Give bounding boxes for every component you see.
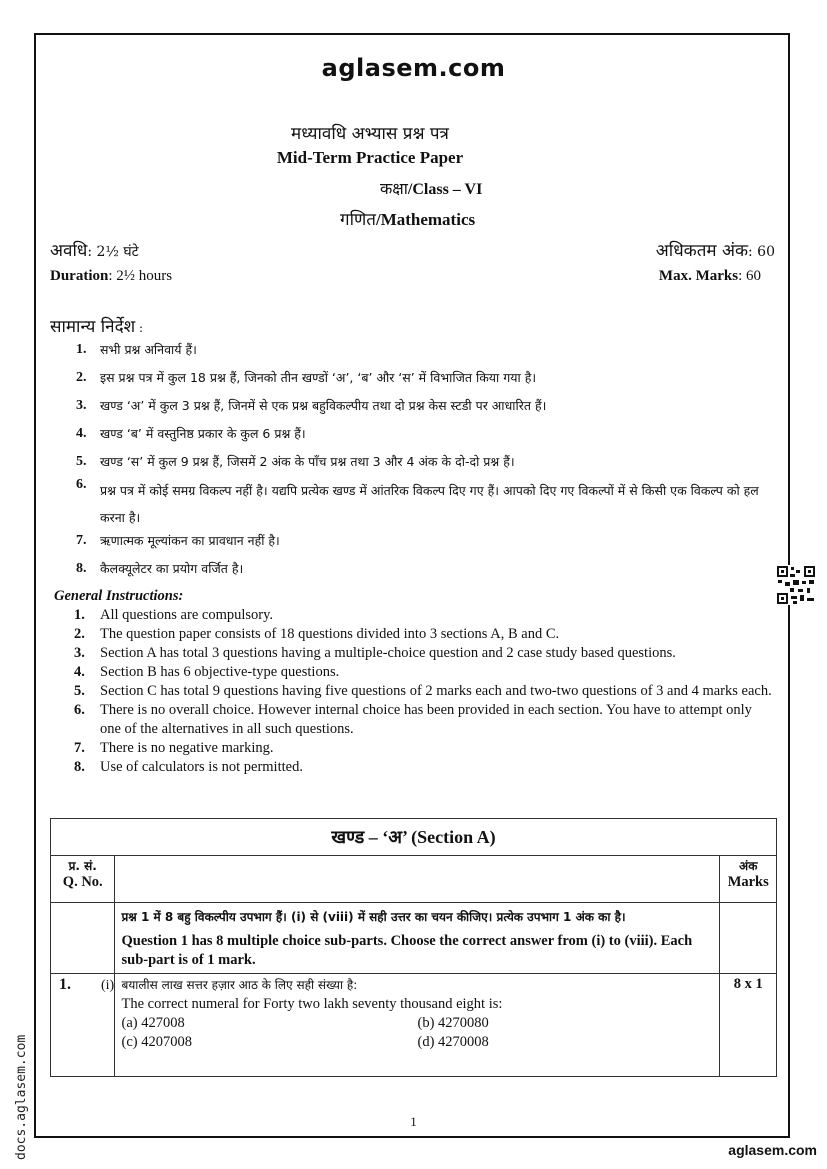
item-text: All questions are compulsory.: [100, 607, 274, 623]
max-marks-english: [659, 268, 761, 285]
column-header-qno: [51, 856, 115, 903]
question-marks: 8 x 1: [720, 974, 777, 1077]
english-instructions-list: [74, 606, 774, 777]
question-options: [121, 1014, 713, 1052]
item-number: 7.: [74, 740, 85, 756]
list-item: [74, 625, 774, 644]
page-number: 1: [410, 1114, 417, 1129]
marks-english: Marks: [727, 874, 769, 890]
item-number: 5.: [76, 454, 87, 469]
english-title: Mid-Term Practice Paper: [276, 148, 464, 167]
question-text-hindi: बयालीस लाख सत्तर हज़ार आठ के लिए सही संख्या है:: [121, 978, 358, 992]
site-logo[interactable]: aglasem.com: [321, 54, 506, 82]
section-instruction-english: Question 1 has 8 multiple choice sub-parts. Choose the correct answer from (i) to (viii). Each sub-part is of 1 mark.: [121, 933, 693, 968]
duration-english-label: Duration: [50, 268, 109, 284]
class-english: /Class – VI: [407, 181, 483, 198]
question-subpart: (i): [101, 978, 115, 993]
list-item: [74, 606, 774, 625]
list-item: [76, 342, 776, 370]
footer-brand-link[interactable]: aglasem.com: [728, 1142, 817, 1158]
side-url-watermark[interactable]: docs.aglasem.com: [14, 1034, 29, 1160]
subject-hindi: गणित: [340, 210, 376, 230]
item-text: There is no overall choice. However internal choice has been provided in each section. You have to attempt only one of the alternatives in all such questions.: [100, 702, 752, 737]
item-number: 6.: [74, 702, 85, 718]
item-number: 3.: [76, 398, 87, 413]
list-item: [76, 370, 776, 398]
item-text: प्रश्न पत्र में कोई समग्र विकल्प नहीं है। यद्यपि प्रत्येक खण्ड में आंतरिक विकल्प दिए गए हैं। आपको दिए गए विकल्पों में से किसी एक विकल्प को हल करना है।: [100, 483, 759, 525]
qno-english: Q. No.: [62, 874, 103, 890]
column-header-marks: [720, 856, 777, 903]
list-item: [76, 533, 776, 561]
max-marks-hindi-label: अधिकतम अंक: [655, 241, 749, 261]
option-c: (c) 4207008: [121, 1034, 192, 1050]
duration-english: [50, 268, 172, 285]
class-line: [380, 177, 482, 199]
item-number: 4.: [74, 664, 85, 680]
item-text: कैलक्यूलेटर का प्रयोग वर्जित है।: [100, 561, 244, 576]
section-a-table: [50, 818, 777, 1077]
item-number: 4.: [76, 426, 87, 441]
max-marks-hindi: [656, 238, 775, 261]
item-text: Use of calculators is not permitted.: [100, 759, 303, 775]
class-hindi: कक्षा: [380, 179, 408, 198]
list-item: [74, 663, 774, 682]
question-body: [115, 974, 720, 1077]
item-text: There is no negative marking.: [100, 740, 274, 756]
item-number: 8.: [74, 759, 85, 775]
duration-english-value: : 2½ hours: [108, 268, 173, 284]
subject-english: /Mathematics: [375, 210, 476, 229]
item-text: Section C has total 9 questions having five questions of 2 marks each and two-two questions of 3 and 4 marks each.: [100, 683, 772, 699]
section-instruction-cell: [115, 903, 720, 974]
item-text: इस प्रश्न पत्र में कुल 18 प्रश्न हैं, जिनको तीन खण्डों ‘अ’, ‘ब’ और ‘स’ में विभाजित किया गया है।: [100, 370, 537, 385]
list-item: [76, 561, 776, 589]
item-text: ऋणात्मक मूल्यांकन का प्रावधान नहीं है।: [100, 533, 280, 548]
max-marks-english-label: Max. Marks: [658, 268, 739, 284]
item-number: 6.: [76, 477, 87, 492]
list-item: [76, 426, 776, 454]
hindi-title: मध्यावधि अभ्यास प्रश्न पत्र: [291, 124, 449, 144]
item-text: खण्ड ‘ब’ में वस्तुनिष्ठ प्रकार के कुल 6 प्रश्न हैं।: [100, 426, 306, 441]
item-number: 7.: [76, 533, 87, 548]
item-number: 1.: [76, 342, 87, 357]
list-item: [74, 758, 774, 777]
item-text: खण्ड ‘स’ में कुल 9 प्रश्न हैं, जिसमें 2 अंक के पाँच प्रश्न तथा 3 और 4 अंक के दो-दो प्रश्न हैं।: [100, 454, 515, 469]
option-d: (d) 4270008: [417, 1034, 489, 1050]
question-text-english: The correct numeral for Forty two lakh seventy thousand eight is:: [121, 996, 503, 1012]
item-number: 3.: [74, 645, 85, 661]
option-a: (a) 427008: [121, 1015, 185, 1031]
qno-hindi: प्र. सं.: [68, 859, 97, 873]
qr-code-icon[interactable]: [776, 565, 816, 605]
subject-line: [340, 207, 475, 230]
instruction-marks-cell: [720, 903, 777, 974]
duration-hindi-value: : 2½ घंटे: [87, 244, 139, 260]
max-marks-hindi-value: : 60: [748, 244, 775, 260]
item-text: Section A has total 3 questions having a multiple-choice question and 2 case study based questions.: [100, 645, 676, 661]
item-text: Section B has 6 objective-type questions.: [100, 664, 340, 680]
item-text: खण्ड ‘अ’ में कुल 3 प्रश्न हैं, जिनमें से एक प्रश्न बहुविकल्पीय तथा दो प्रश्न केस स्टडी पर आधारित हैं।: [100, 398, 547, 413]
item-number: 1.: [74, 607, 85, 623]
instruction-qno-cell: [51, 903, 115, 974]
list-item: [76, 398, 776, 426]
general-instructions-hindi-heading: [50, 314, 143, 337]
duration-hindi-label: अवधि: [50, 241, 88, 261]
item-number: 5.: [74, 683, 85, 699]
item-number: 2.: [74, 626, 85, 642]
item-text: सभी प्रश्न अनिवार्य हैं।: [100, 342, 197, 357]
heading-text: सामान्य निर्देश: [50, 317, 136, 337]
section-instruction-hindi: प्रश्न 1 में 8 बहु विकल्पीय उपभाग हैं। (i) से (viii) में सही उत्तर का चयन कीजिए। प्रत्येक उपभाग 1 अंक का है।: [121, 910, 626, 924]
list-item: [76, 477, 776, 533]
option-b: (b) 4270080: [417, 1015, 489, 1031]
hindi-instructions-list: [76, 342, 776, 589]
list-item: [74, 701, 774, 739]
item-number: 8.: [76, 561, 87, 576]
duration-hindi: [50, 238, 139, 261]
question-number-cell: [51, 974, 115, 1077]
max-marks-english-value: : 60: [738, 268, 761, 284]
list-item: [74, 682, 774, 701]
column-header-question: [115, 856, 720, 903]
general-instructions-heading: General Instructions:: [54, 588, 184, 604]
list-item: [74, 739, 774, 758]
item-number: 2.: [76, 370, 87, 385]
section-a-title: खण्ड – ‘अ’ (Section A): [51, 819, 777, 856]
list-item: [74, 644, 774, 663]
heading-suffix: :: [135, 321, 144, 335]
item-text: The question paper consists of 18 questions divided into 3 sections A, B and C.: [100, 626, 560, 642]
question-number: 1.: [59, 976, 71, 993]
marks-hindi: अंक: [739, 859, 758, 873]
